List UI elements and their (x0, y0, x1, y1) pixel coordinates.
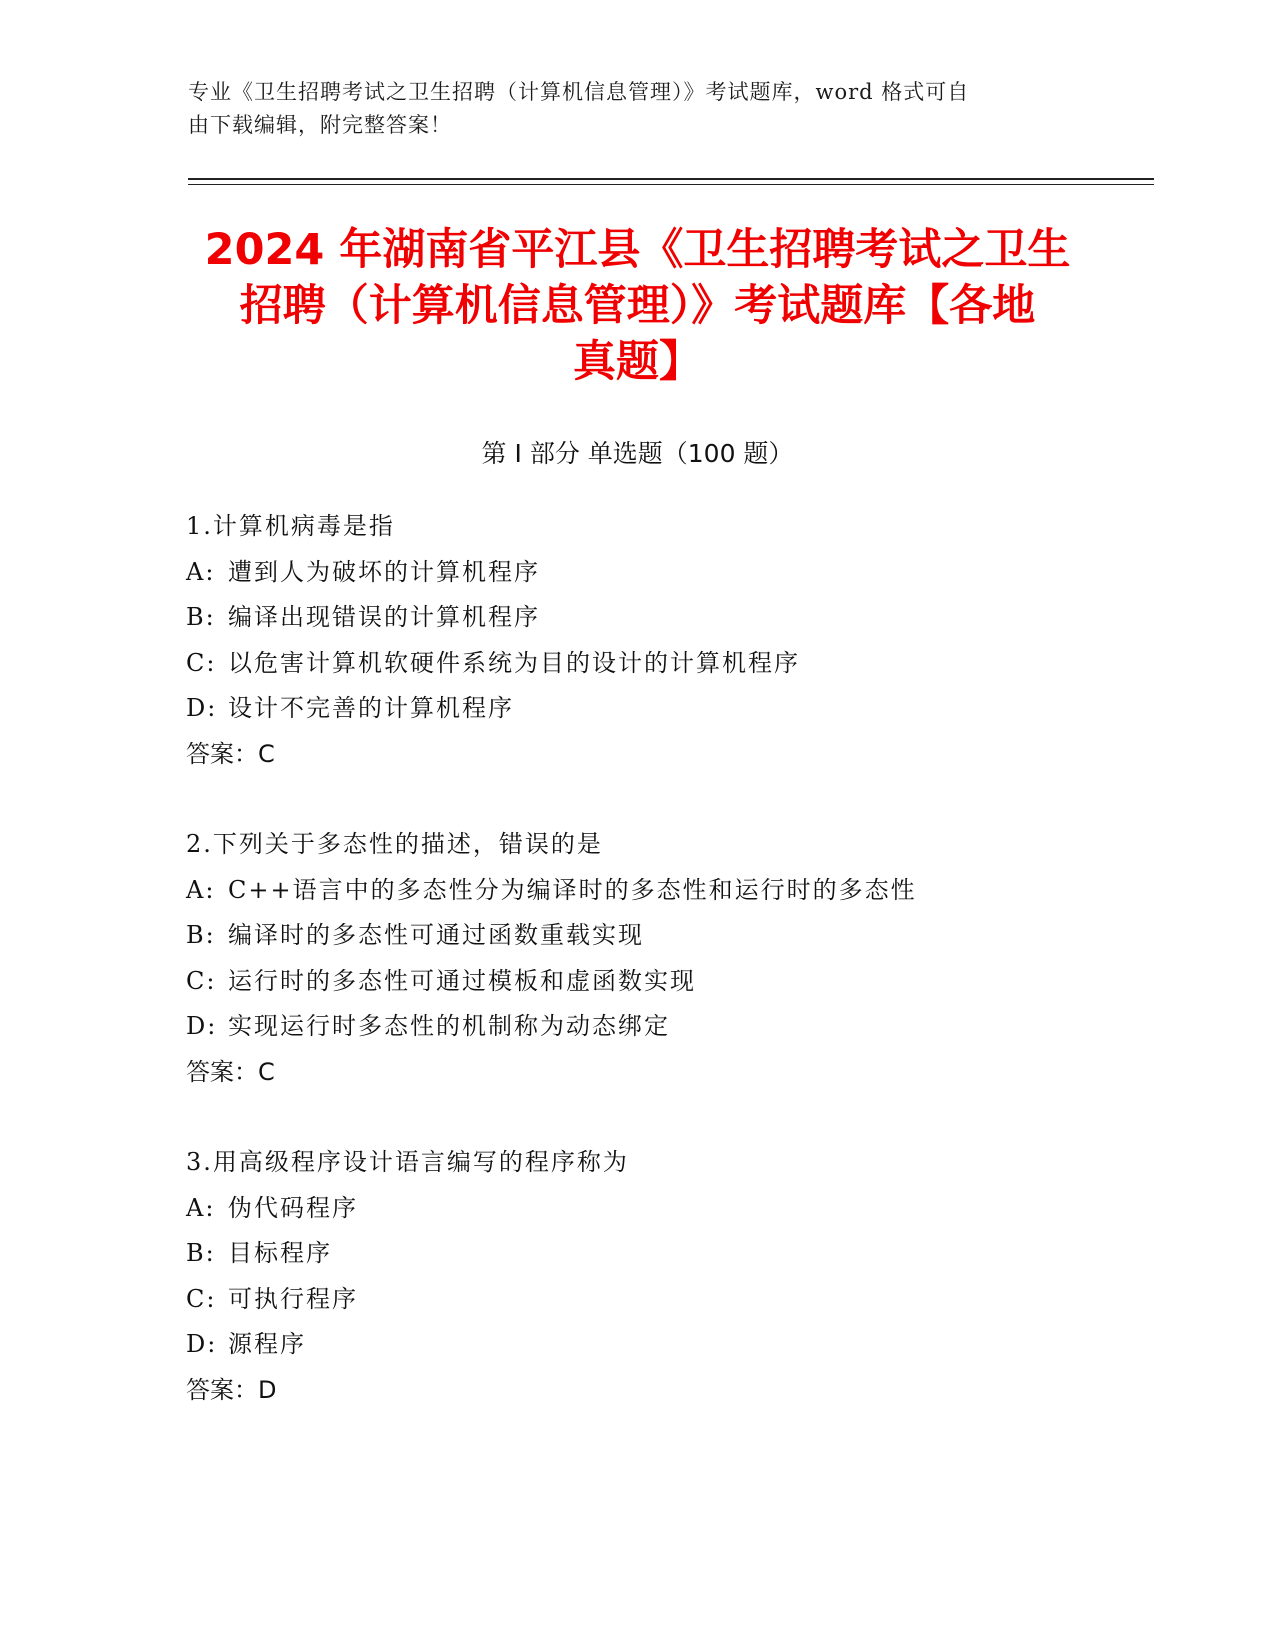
document-title-line-3: 真题】 (573, 337, 702, 387)
option-a (186, 550, 1186, 596)
option-text: 源程序 (228, 1330, 306, 1358)
option-text: 运行时的多态性可通过模板和虚函数实现 (228, 966, 696, 995)
option-text: 以危害计算机软硬件系统为目的设计的计算机程序 (228, 648, 800, 677)
header-rule-thin (188, 184, 1154, 185)
option-label: A: (186, 1193, 216, 1222)
question-stem: 1.计算机病毒是指 (186, 512, 395, 540)
option-b (186, 595, 1186, 641)
option-label: C: (186, 966, 217, 995)
question-stem: 2.下列关于多态性的描述，错误的是 (186, 830, 603, 858)
answer-line: 答案：C (186, 1057, 275, 1086)
option-label: B: (186, 921, 216, 949)
question-3 (186, 1140, 1186, 1413)
section-heading: 第 I 部分 单选题（100 题） (481, 439, 794, 468)
option-text: 可执行程序 (228, 1284, 358, 1313)
answer-line: 答案：D (186, 1375, 277, 1404)
answer-line: 答案：C (186, 739, 275, 768)
document-title-line-2: 招聘（计算机信息管理）》考试题库【各地 (239, 281, 1036, 331)
option-d (186, 686, 1186, 732)
header-note (188, 76, 1088, 142)
option-c (186, 1277, 1186, 1323)
question-2 (186, 822, 1186, 1095)
option-label: D: (186, 1330, 218, 1358)
header-note-line-1: 专业《卫生招聘考试之卫生招聘（计算机信息管理）》考试题库，word 格式可自 (188, 80, 970, 104)
option-b (186, 913, 1186, 959)
document-title (170, 222, 1105, 390)
question-stem: 3.用高级程序设计语言编写的程序称为 (186, 1148, 629, 1176)
option-text: 遭到人为破坏的计算机程序 (228, 557, 540, 586)
option-d (186, 1322, 1186, 1368)
option-label: D: (186, 694, 218, 722)
option-label: A: (186, 557, 216, 586)
option-d (186, 1004, 1186, 1050)
option-c (186, 641, 1186, 687)
option-label: B: (186, 603, 216, 631)
option-text: 编译出现错误的计算机程序 (228, 603, 540, 631)
option-a (186, 1186, 1186, 1232)
question-1 (186, 504, 1186, 777)
option-label: D: (186, 1012, 218, 1040)
option-text: 目标程序 (228, 1239, 332, 1267)
option-label: A: (186, 875, 216, 904)
option-c (186, 959, 1186, 1005)
option-text: 设计不完善的计算机程序 (228, 694, 514, 722)
header-rule-thick (188, 178, 1154, 180)
option-text: C++语言中的多态性分为编译时的多态性和运行时的多态性 (228, 875, 917, 904)
option-label: C: (186, 1284, 217, 1313)
option-text: 编译时的多态性可通过函数重载实现 (228, 921, 644, 949)
option-text: 实现运行时多态性的机制称为动态绑定 (228, 1012, 670, 1040)
header-note-line-2: 由下载编辑，附完整答案！ (188, 113, 452, 137)
option-b (186, 1231, 1186, 1277)
option-label: C: (186, 648, 217, 677)
document-title-line-1: 2024 年湖南省平江县《卫生招聘考试之卫生 (204, 225, 1071, 275)
option-label: B: (186, 1239, 216, 1267)
option-a (186, 868, 1186, 914)
option-text: 伪代码程序 (228, 1193, 358, 1222)
